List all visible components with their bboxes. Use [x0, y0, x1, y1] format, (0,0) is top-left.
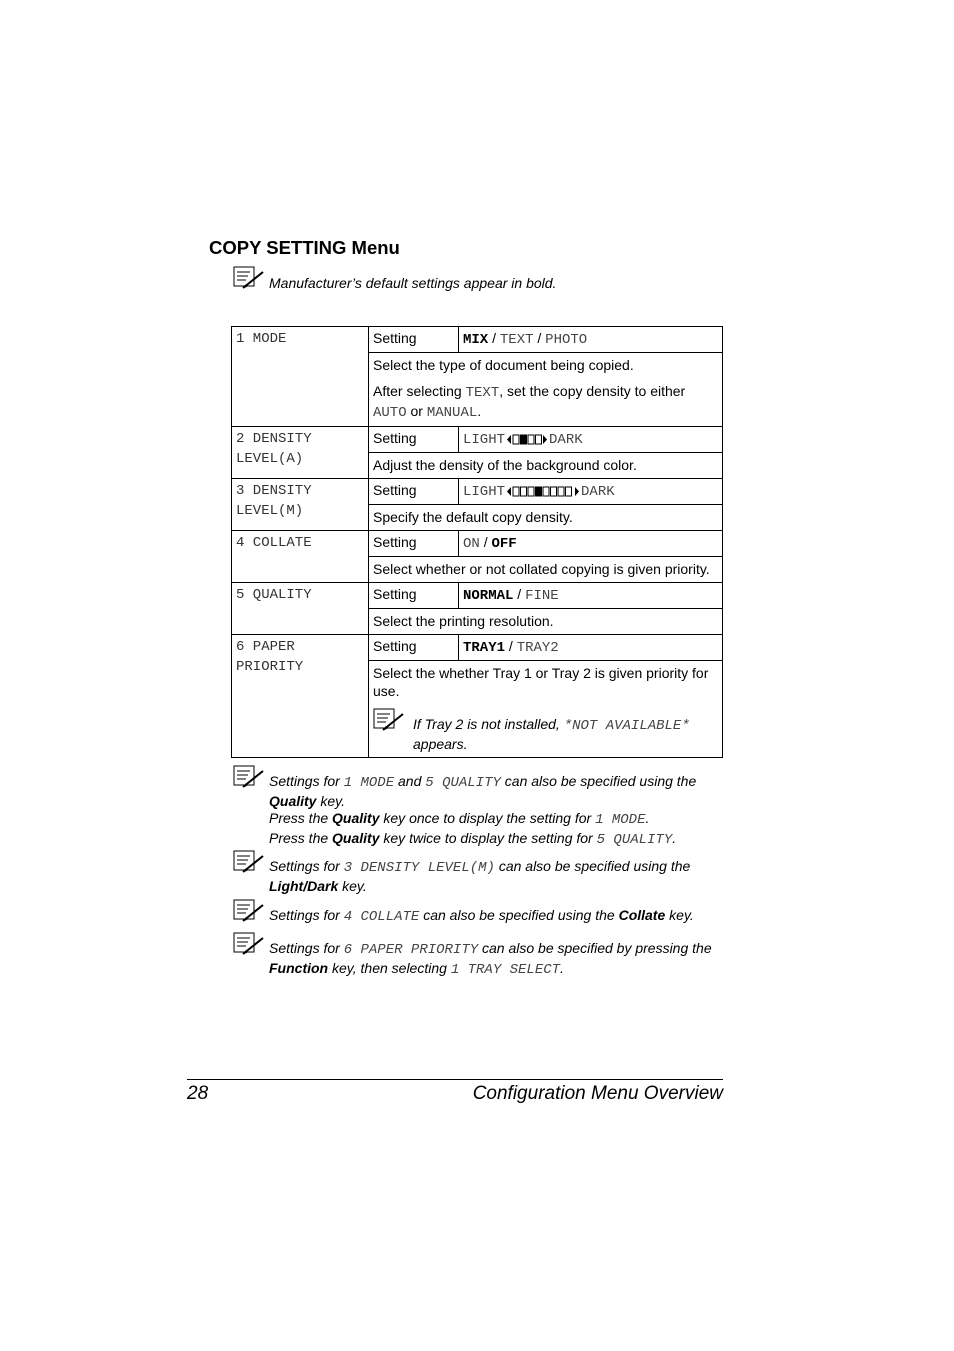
pencil-note-icon [233, 765, 269, 789]
section-heading: COPY SETTING Menu [209, 237, 400, 258]
menu-item-name: 4 COLLATE [232, 531, 369, 583]
default-settings-note-text: Manufacturer’s default settings appear in bold. [269, 275, 557, 291]
setting-description: Select the type of document being copied. After selecting TEXT, set the copy density to either AUTO or MANUAL. [369, 353, 723, 427]
setting-values: MIX / TEXT / PHOTO [459, 327, 723, 353]
setting-label: Setting [369, 427, 459, 453]
table-row [232, 531, 723, 557]
setting-values: TRAY1 / TRAY2 [459, 635, 723, 661]
setting-label: Setting [369, 635, 459, 661]
menu-item-name: 6 PAPER PRIORITY [232, 635, 369, 758]
menu-item-name: 2 DENSITY LEVEL(A) [232, 427, 369, 479]
light-dark-key-note: Settings for 3 DENSITY LEVEL(M) can also be specified using the Light/Dark key. [233, 850, 728, 895]
setting-description: Select whether or not collated copying is given priority. [369, 557, 723, 583]
pencil-note-icon [373, 708, 413, 732]
pencil-note-icon [233, 266, 269, 290]
table-row [232, 635, 723, 661]
pencil-note-icon [233, 932, 269, 956]
setting-description: Select the printing resolution. [369, 609, 723, 635]
table-row [232, 427, 723, 453]
table-row [232, 327, 723, 353]
footer-title: Configuration Menu Overview [472, 1083, 723, 1104]
footer-divider [187, 1079, 723, 1080]
setting-label: Setting [369, 327, 459, 353]
setting-description: Adjust the density of the background color. [369, 453, 723, 479]
setting-values: NORMAL / FINE [459, 583, 723, 609]
menu-item-name: 3 DENSITY LEVEL(M) [232, 479, 369, 531]
setting-label: Setting [369, 583, 459, 609]
setting-description: Specify the default copy density. [369, 505, 723, 531]
setting-label: Setting [369, 479, 459, 505]
pencil-note-icon [233, 850, 269, 874]
page-number: 28 [187, 1083, 209, 1104]
setting-label: Setting [369, 531, 459, 557]
table-row [232, 583, 723, 609]
setting-values: LIGHT DARK [459, 479, 723, 505]
menu-item-name: 5 QUALITY [232, 583, 369, 635]
function-key-note: Settings for 6 PAPER PRIORITY can also be specified by pressing the Function key, then selecting 1 TRAY SELECT. [233, 932, 728, 979]
default-settings-note [233, 266, 728, 293]
setting-values: ON / OFF [459, 531, 723, 557]
setting-values: LIGHT DARK [459, 427, 723, 453]
density-gauge-icon [507, 432, 547, 448]
tray-note: If Tray 2 is not installed, *NOT AVAILABLE* appears. [373, 708, 718, 753]
pencil-note-icon [233, 899, 269, 923]
table-row [232, 479, 723, 505]
setting-description: Select the whether Tray 1 or Tray 2 is given priority for use. If Tray 2 is not installed, *NOT AVAILABLE* appears. [369, 661, 723, 758]
density-gauge-icon [507, 484, 579, 500]
menu-item-name: 1 MODE [232, 327, 369, 427]
copy-setting-table [231, 326, 723, 758]
quality-key-note: Settings for 1 MODE and 5 QUALITY can also be specified using the Quality key. Press the Quality key once to display the setting for 1 MODE. Press the Quality key twice to display the setting for 5 QUALITY. [233, 765, 728, 849]
collate-key-note: Settings for 4 COLLATE can also be specified using the Collate key. [233, 899, 733, 927]
